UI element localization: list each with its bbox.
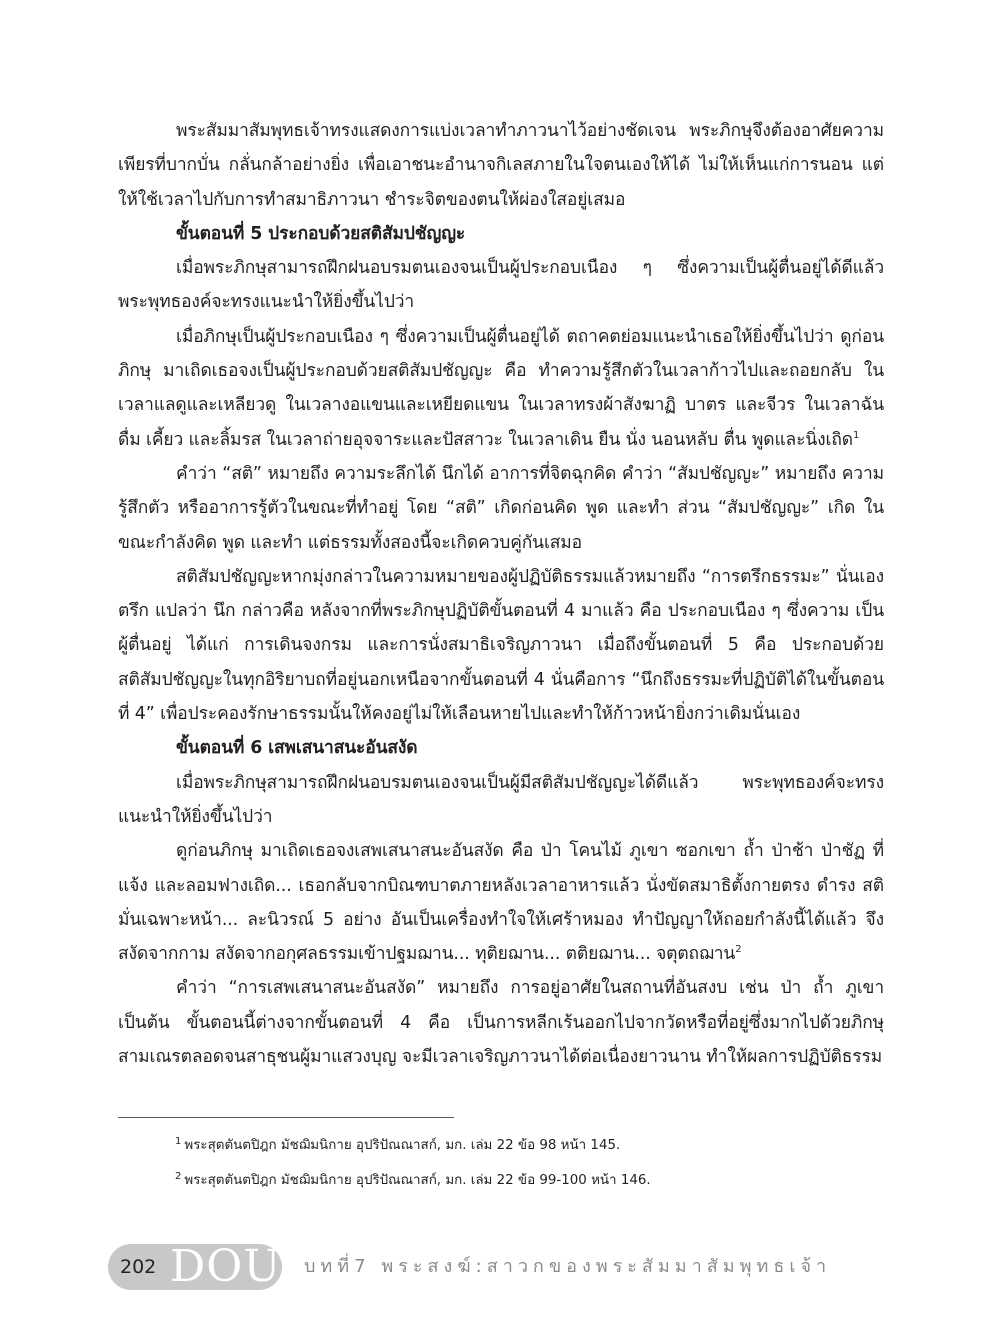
page-footer — [108, 1241, 898, 1292]
paragraph-sati-definition: คำว่า “สติ” หมายถึง ความระลึกได้ นึกได้ อาการที่จิตฉุกคิด คำว่า “สัมปชัญญะ” หมายถึง ความรู้สึกตัว หรืออาการรู้ตัวในขณะที่ทำอยู่ โดย “สติ” เกิดก่อนคิด พูด และทำ ส่วน “สัมปชัญญะ” เกิด ในขณะกำลังคิด พูด และทำ แต่ธรรมทั้งสองนี้จะเกิดควบคู่กันเสมอ — [118, 463, 884, 553]
paragraph-step-6-quote: ดูก่อนภิกษุ มาเถิดเธอจงเสพเสนาสนะอันสงัด คือ ป่า โคนไม้ ภูเขา ซอกเขา ถ้ำ ป่าช้า ป่าชัฏ ที่แจ้ง และลอมฟางเถิด... เธอกลับจากบิณฑบาตภายหลังเวลาอาหารแล้ว นั่งขัดสมาธิตั้งกายตรง ดำรง สติมั่นเฉพาะหน้า... ละนิวรณ์ 5 อย่าง อันเป็นเครื่องทำใจให้เศร้าหมอง ทำปัญญาให้ถอยกำลังนี้ได้แล้ว จึงสงัดจากกาม สงัดจากอกุศลธรรมเข้าปฐมฌาน... ทุติยฌาน... ตติยฌาน... จตุตถฌาน$^2$ — [118, 841, 884, 965]
paragraph-seclusion-definition: คำว่า “การเสพเสนาสนะอันสงัด” หมายถึง การอยู่อาศัยในสถานที่อันสงบ เช่น ป่า ถ้ำ ภูเขา เป็นต้น ขั้นตอนนี้ต่างจากขั้นตอนที่ 4 คือ เป็นการหลีกเร้นออกไปจากวัดหรือที่อยู่ซึ่งมากไปด้วยภิกษุ สามเณรตลอดจนสาธุชนผู้มาแสวงบุญ จะมีเวลาเจริญภาวนาได้ต่อเนื่องยาวนาน ทำให้ผลการปฏิบัติธรรม — [118, 978, 884, 1068]
paragraph-sati-meaning: สติสัมปชัญญะหากมุ่งกล่าวในความหมายของผู้ปฏิบัติธรรมแล้วหมายถึง “การตรึกธรรมะ” นั่นเอง ตรึก แปลว่า นึก กล่าวคือ หลังจากที่พระภิกษุปฏิบัติขั้นตอนที่ 4 มาแล้ว คือ ประกอบเนือง ๆ ซึ่งความ เป็นผู้ตื่นอยู่ ได้แก่ การเดินจงกรม และการนั่งสมาธิเจริญภาวนา เมื่อถึงขั้นตอนที่ 5 คือ ประกอบด้วย สติสัมปชัญญะในทุกอิริยาบถที่อยู่นอกเหนือจากขั้นตอนที่ 4 นั่นคือการ “นึกถึงธรรมะที่ปฏิบัติได้ในขั้นตอน ที่ 4” เพื่อประคองรักษาธรรมนั้นให้คงอยู่ไม่ให้เลือนหายไปและทำให้ก้าวหน้ายิ่งกว่าเดิมนั่นเอง — [118, 566, 884, 725]
page-number: 202 — [120, 1256, 157, 1278]
footnote-number: 2 — [175, 1170, 182, 1182]
section-heading-step-6: ขั้นตอนที่ 6 เสพเสนาสนะอันสงัด — [176, 738, 418, 759]
footnote-ref-2: 2 — [735, 944, 742, 956]
paragraph-step-6-intro: เมื่อพระภิกษุสามารถฝึกฝนอบรมตนเองจนเป็นผู้มีสติสัมปชัญญะได้ดีแล้ว พระพุทธองค์จะทรง แนะนำให้ยิ่งขึ้นไปว่า — [118, 772, 884, 827]
footnote-divider — [118, 1117, 454, 1118]
paragraph-step-5-intro: เมื่อพระภิกษุสามารถฝึกฝนอบรมตนเองจนเป็นผู้ประกอบเนือง ๆ ซึ่งความเป็นผู้ตื่นอยู่ได้ดีแล้ว พระพุทธองค์จะทรงแนะนำให้ยิ่งขึ้นไปว่า — [118, 258, 884, 313]
paragraph-step-5-quote: เมื่อภิกษุเป็นผู้ประกอบเนือง ๆ ซึ่งความเป็นผู้ตื่นอยู่ได้ ตถาคตย่อมแนะนำเธอให้ยิ่งขึ้นไปว่า ดูก่อนภิกษุ มาเถิดเธอจงเป็นผู้ประกอบด้วยสติสัมปชัญญะ คือ ทำความรู้สึกตัวในเวลาก้าวไปและถอยกลับ ในเวลาแลดูและเหลียวดู ในเวลางอแขนและเหยียดแขน ในเวลาทรงผ้าสังฆาฏิ บาตร และจีวร ในเวลาฉัน ดื่ม เคี้ยว และลิ้มรส ในเวลาถ่ายอุจจาระและปัสสาวะ ในเวลาเดิน ยืน นั่ง นอนหลับ ตื่น พูดและนิ่งเถิด$^1$ — [118, 326, 884, 450]
chapter-title: บทที่7 พระสงฆ์:สาวกของพระสัมมาสัมพุทธเจ้า — [304, 1256, 832, 1277]
paragraph-intro: พระสัมมาสัมพุทธเจ้าทรงแสดงการแบ่งเวลาทำภาวนาไว้อย่างชัดเจน พระภิกษุจึงต้องอาศัยความเพียรที่บากบั่น กลั่นกล้าอย่างยิ่ง เพื่อเอาชนะอำนาจกิเลสภายในใจตนเองให้ได้ ไม่ให้เห็นแก่การนอน แต่ให้ใช้เวลาไปกับการทำสมาธิภาวนา ชำระจิตของตนให้ผ่องใสอยู่เสมอ — [118, 121, 884, 210]
body-text — [118, 114, 884, 1074]
footnotes — [175, 1134, 875, 1204]
page-badge — [108, 1241, 282, 1292]
dou-logo: DOU — [170, 1241, 282, 1292]
footnote-2: $^2$ พระสุตตันตปิฎก มัชฌิมนิกาย อุปริปัณณาสก์, มก. เล่ม 22 ข้อ 99-100 หน้า 146. — [175, 1170, 651, 1188]
section-heading-step-5: ขั้นตอนที่ 5 ประกอบด้วยสติสัมปชัญญะ — [176, 223, 466, 244]
footnote-number: 1 — [175, 1135, 182, 1147]
footnote-ref-1: 1 — [853, 429, 860, 441]
footnote-1: $^1$ พระสุตตันตปิฎก มัชฌิมนิกาย อุปริปัณณาสก์, มก. เล่ม 22 ข้อ 98 หน้า 145. — [175, 1135, 621, 1153]
